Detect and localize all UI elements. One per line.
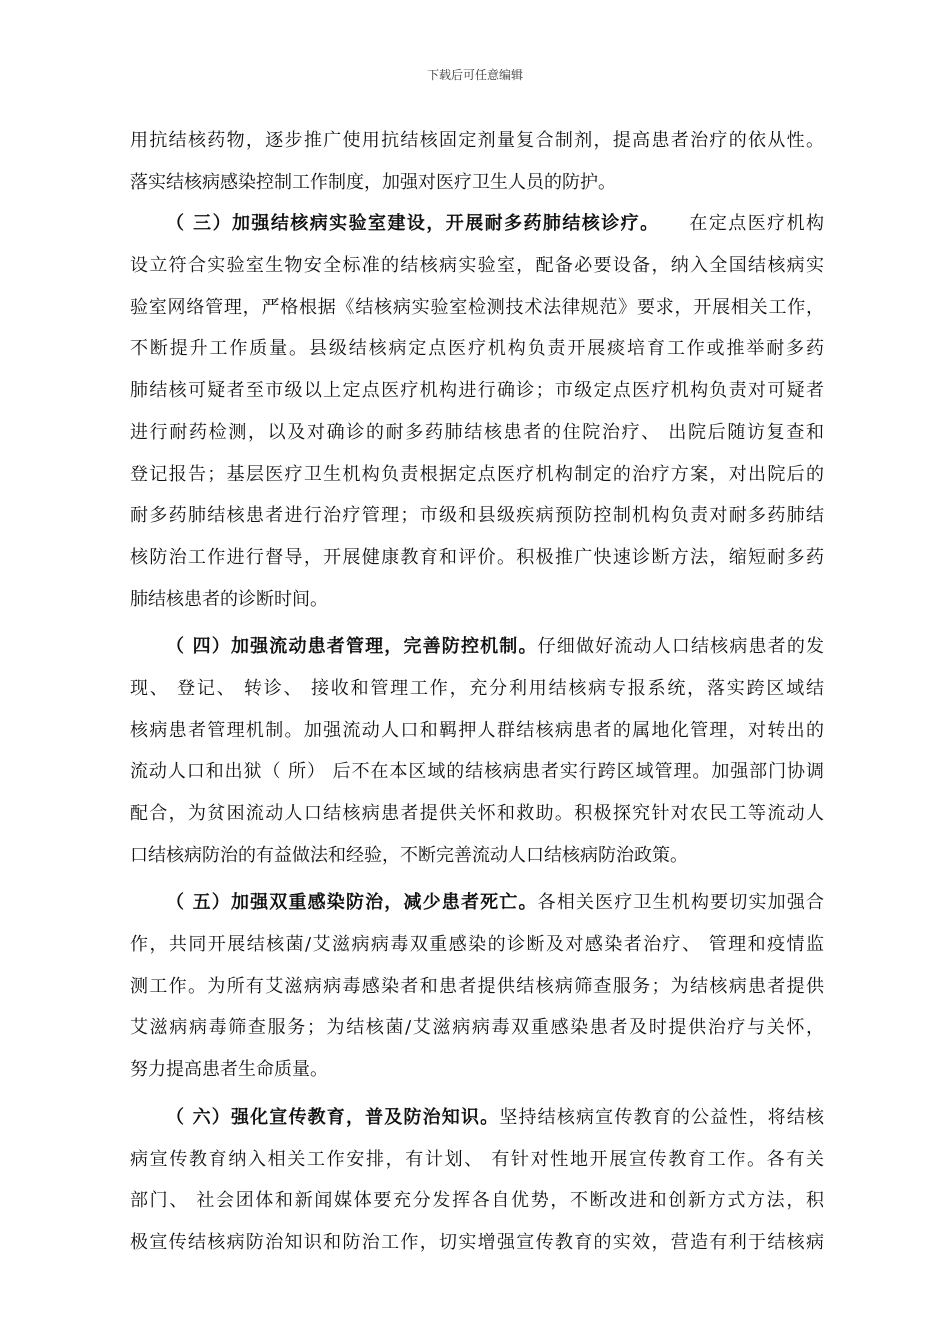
text-line: 落实结核病感染控制工作制度，加强对医疗卫生人员的防护。 (130, 171, 616, 193)
document-body (130, 120, 824, 1264)
text-line: 核防治工作进行督导，开展健康教育和评价。积极推广快速诊断方法，缩短耐多药 (130, 546, 824, 568)
text-line: 设立符合实验室生物安全标准的结核病实验室，配备必要设备，纳入全国结核病实 (130, 255, 824, 277)
section-heading-line: （ 三）加强结核病实验室建设，开展耐多药肺结核诊疗。 在定点医疗机构 (166, 213, 824, 235)
section-heading-line: （ 五）加强双重感染防治，减少患者死亡。各相关医疗卫生机构要切实加强合 (166, 892, 824, 914)
text-line: 不断提升工作质量。县级结核病定点医疗机构负责开展痰培育工作或推举耐多药 (130, 338, 824, 360)
text-line: 配合，为贫困流动人口结核病患者提供关怀和救助。积极探究针对农民工等流动人 (130, 803, 824, 824)
text-line: 极宣传结核病防治知识和防治工作，切实增强宣传教育的实效，营造有利于结核病 (130, 1231, 824, 1253)
section-heading: （ 五）加强双重感染防治，减少患者死亡。 (166, 892, 538, 914)
section-heading: （ 六）强化宣传教育，普及防治知识。 (166, 1106, 500, 1128)
text-line: 流动人口和出狱（ 所） 后不在本区域的结核病患者实行跨区域管理。加强部门协调 (130, 761, 824, 783)
page-header: 下载后可任意编辑 (426, 68, 523, 82)
text-line: 现、 登记、 转诊、 接收和管理工作，充分利用结核病专报系统，落实跨区域结 (130, 677, 824, 699)
text-line: 测工作。为所有艾滋病病毒感染者和患者提供结核病筛查服务；为结核病患者提供 (130, 975, 824, 997)
text-line: 艾滋病病毒筛查服务；为结核菌/艾滋病病毒双重感染患者及时提供治疗与关怀， (130, 1017, 824, 1039)
text-line: 努力提高患者生命质量。 (130, 1059, 328, 1081)
text-line: 作，共同开展结核菌/艾滋病病毒双重感染的诊断及对感染者治疗、 管理和疫情监 (130, 934, 824, 956)
text-line: 口结核病防治的有益做法和经验，不断完善流动人口结核病防治政策。 (130, 844, 688, 866)
text-line: 肺结核患者的诊断时间。 (130, 588, 328, 610)
text-line: 核病患者管理机制。加强流动人口和羁押人群结核病患者的属地化管理，对转出的 (130, 719, 824, 741)
text-line: 用抗结核药物，逐步推广使用抗结核固定剂量复合制剂，提高患者治疗的依从性。 (130, 130, 824, 151)
text-line: 耐多药肺结核患者进行治疗管理；市级和县级疾病预防控制机构负责对耐多药肺结 (130, 505, 824, 527)
text-line: 验室网络管理，严格根据《结核病实验室检测技术法律规范》要求，开展相关工作， (130, 296, 824, 318)
section-heading-line: （ 四）加强流动患者管理，完善防控机制。仔细做好流动人口结核病患者的发 (166, 636, 824, 658)
text-line: 病宣传教育纳入相关工作安排，有计划、 有针对性地开展宣传教育工作。各有关 (130, 1148, 824, 1170)
text-line: 登记报告；基层医疗卫生机构负责根据定点医疗机构制定的治疗方案，对出院后的 (130, 463, 824, 485)
section-heading-line: （ 六）强化宣传教育，普及防治知识。坚持结核病宣传教育的公益性，将结核 (166, 1106, 824, 1128)
section-heading: （ 三）加强结核病实验室建设，开展耐多药肺结核诊疗。 (166, 213, 651, 235)
text-line: 部门、 社会团体和新闻媒体要充分发挥各自优势，不断改进和创新方式方法，积 (130, 1190, 824, 1212)
text-line: 进行耐药检测，以及对确诊的耐多药肺结核患者的住院治疗、 出院后随访复查和 (130, 421, 824, 443)
text-line: 肺结核可疑者至市级以上定点医疗机构进行确诊；市级定点医疗机构负责对可疑者 (130, 380, 824, 402)
section-heading: （ 四）加强流动患者管理，完善防控机制。 (166, 636, 538, 658)
